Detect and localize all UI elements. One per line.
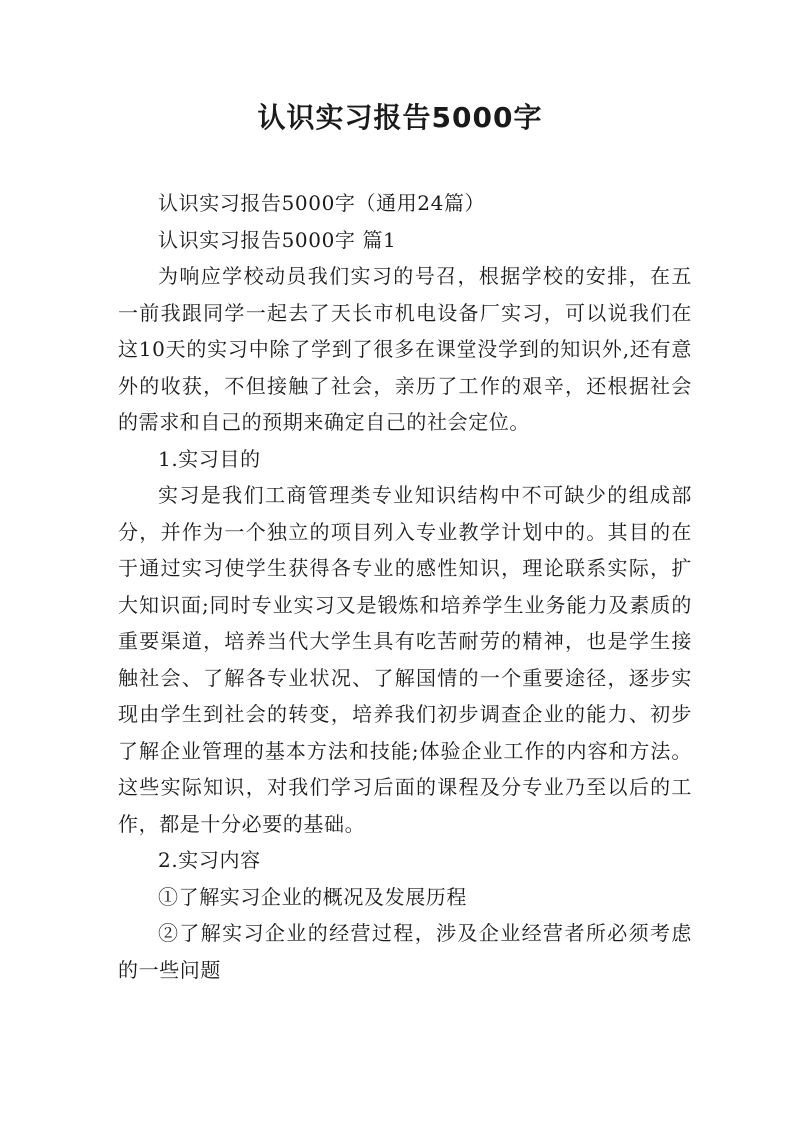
subtitle-paragraph: 认识实习报告5000字（通用24篇） <box>158 191 486 215</box>
content-item-2: ②了解实习企业的经营过程，涉及企业经营者所必须考虑的一些问题 <box>118 921 692 982</box>
heading-internship-content: 2.实习内容 <box>158 848 261 872</box>
intro-paragraph: 为响应学校动员我们实习的号召，根据学校的安排，在五一前我跟同学一起去了天长市机电设备厂实习，可以说我们在这10天的实习中除了学到了很多在课堂没学到的知识外,还有意外的收获，不但接触了社会，亲历了工作的艰辛，还根据社会的需求和自己的预期来确定自己的社会定位。 <box>118 264 692 434</box>
purpose-paragraph: 实习是我们工商管理类专业知识结构中不可缺少的组成部分，并作为一个独立的项目列入专业教学计划中的。其目的在于通过实习使学生获得各专业的感性知识，理论联系实际，扩大知识面;同时专业实习又是锻炼和培养学生业务能力及素质的重要渠道，培养当代大学生具有吃苦耐劳的精神，也是学生接触社会、了解各专业状况、了解国情的一个重要途径，逐步实现由学生到社会的转变，培养我们初步调查企业的能力、初步了解企业管理的基本方法和技能;体验企业工作的内容和方法。这些实际知识，对我们学习后面的课程及分专业乃至以后的工作，都是十分必要的基础。 <box>118 483 692 836</box>
document-body <box>118 185 692 988</box>
heading-internship-purpose: 1.实习目的 <box>158 446 261 471</box>
document-title: 认识实习报告5000字 <box>257 101 543 134</box>
content-item-1: ①了解实习企业的概况及发展历程 <box>158 884 467 909</box>
section-heading-part-1: 认识实习报告5000字 篇1 <box>158 227 397 252</box>
